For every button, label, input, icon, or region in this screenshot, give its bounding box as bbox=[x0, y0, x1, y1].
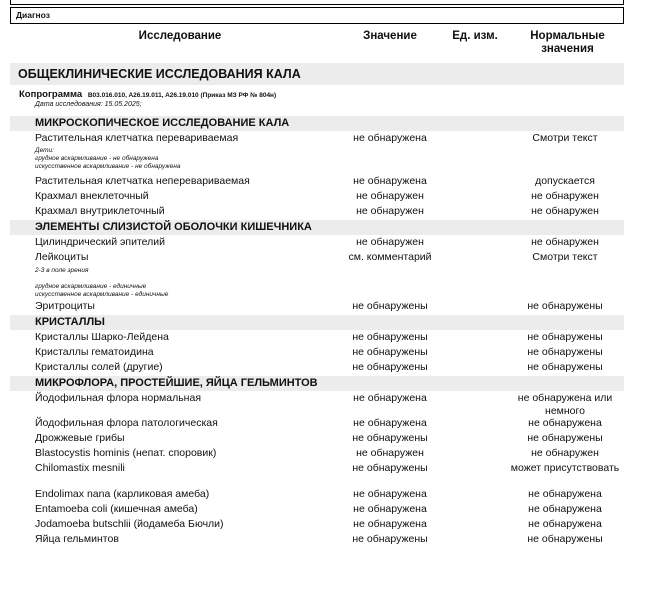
row-norm: не обнаружены bbox=[527, 361, 603, 373]
row-value: не обнаружены bbox=[352, 300, 428, 312]
row-value: не обнаружена bbox=[353, 132, 427, 144]
row-name: Растительная клетчатка неперевариваемая bbox=[35, 175, 250, 187]
row-name: Крахмал внеклеточный bbox=[35, 190, 149, 202]
row-norm: может присутствовать bbox=[510, 462, 620, 474]
row-norm: не обнаружена bbox=[528, 503, 602, 515]
row-norm: не обнаружены bbox=[527, 300, 603, 312]
group-title-microflora: МИКРОФЛОРА, ПРОСТЕЙШИЕ, ЯЙЦА ГЕЛЬМИНТОВ bbox=[10, 376, 624, 391]
row-value: не обнаружены bbox=[352, 331, 428, 343]
row-norm: не обнаружен bbox=[531, 205, 599, 217]
row-value: не обнаружен bbox=[356, 447, 424, 459]
group-title-mucosa: ЭЛЕМЕНТЫ СЛИЗИСТОЙ ОБОЛОЧКИ КИШЕЧНИКА bbox=[10, 220, 624, 235]
row-value: не обнаружены bbox=[352, 462, 428, 474]
row-value: не обнаружен bbox=[356, 205, 424, 217]
row-name: Кристаллы Шарко-Лейдена bbox=[35, 331, 169, 343]
row-norm: не обнаружен bbox=[531, 447, 599, 459]
row-name: Chilomastix mesnili bbox=[35, 462, 125, 474]
diagnosis-label: Диагноз bbox=[16, 10, 50, 20]
row-name: Blastocystis hominis (непат. споровик) bbox=[35, 447, 217, 459]
row-norm: Смотри текст bbox=[532, 251, 598, 263]
koprogramma-heading bbox=[19, 89, 276, 100]
row-name: Endolimax nana (карликовая амеба) bbox=[35, 488, 210, 500]
row-value: не обнаружена bbox=[353, 175, 427, 187]
group-title-crystals: КРИСТАЛЛЫ bbox=[10, 315, 624, 330]
koprogramma-codes: B03.016.010, A26.19.011, A26.19.010 (Приказ МЗ РФ № 804н) bbox=[87, 92, 277, 99]
row-name: Цилиндрический эпителий bbox=[35, 236, 166, 248]
row-name: Эритроциты bbox=[35, 300, 95, 312]
row-name: Крахмал внутриклеточный bbox=[35, 205, 165, 217]
row-norm: не обнаружены bbox=[527, 346, 603, 358]
row-value: не обнаружены bbox=[352, 346, 428, 358]
row-note: Дети: грудное вскармливание - не обнаружена искусственное вскармливание - не обнаружена bbox=[35, 147, 181, 170]
diagnosis-box bbox=[10, 7, 624, 24]
group-title-microscopic: МИКРОСКОПИЧЕСКОЕ ИССЛЕДОВАНИЕ КАЛА bbox=[10, 116, 624, 131]
column-header-test: Исследование bbox=[138, 30, 222, 42]
row-value: не обнаружена bbox=[353, 417, 427, 429]
row-norm: не обнаружены bbox=[527, 331, 603, 343]
row-name: Йодофильная флора нормальная bbox=[35, 392, 202, 404]
row-note: 2-3 в поле зрения bbox=[35, 267, 89, 274]
column-header-norm: Нормальные значения bbox=[530, 30, 605, 55]
row-value: см. комментарий bbox=[348, 251, 432, 263]
row-norm: не обнаружен bbox=[531, 190, 599, 202]
row-value: не обнаружены bbox=[352, 533, 428, 545]
column-header-unit: Ед. изм. bbox=[452, 30, 498, 42]
koprogramma-name: Копрограмма bbox=[19, 89, 83, 100]
row-norm: не обнаружена bbox=[528, 488, 602, 500]
row-value: не обнаружена bbox=[353, 503, 427, 515]
row-name: Кристаллы гематоидина bbox=[35, 346, 154, 358]
row-norm: Смотри текст bbox=[532, 132, 598, 144]
row-value: не обнаружены bbox=[352, 432, 428, 444]
row-note: грудное вскармливание - единичные искусственное вскармливание - единичные bbox=[35, 283, 169, 298]
row-name: Entamoeba coli (кишечная амеба) bbox=[35, 503, 198, 515]
row-norm: не обнаружена или немного bbox=[517, 392, 613, 417]
section-title: ОБЩЕКЛИНИЧЕСКИЕ ИССЛЕДОВАНИЯ КАЛА bbox=[10, 63, 624, 85]
row-norm: не обнаружен bbox=[531, 236, 599, 248]
row-value: не обнаружена bbox=[353, 518, 427, 530]
row-norm: не обнаружены bbox=[527, 432, 603, 444]
previous-box-edge bbox=[10, 0, 624, 5]
row-norm: не обнаружена bbox=[528, 518, 602, 530]
row-value: не обнаружена bbox=[353, 488, 427, 500]
row-name: Лейкоциты bbox=[35, 251, 89, 263]
row-norm: не обнаружены bbox=[527, 533, 603, 545]
row-name: Йодофильная флора патологическая bbox=[35, 417, 218, 429]
column-header-value: Значение bbox=[363, 30, 417, 42]
row-name: Яйца гельминтов bbox=[35, 533, 119, 545]
row-value: не обнаружен bbox=[356, 236, 424, 248]
row-value: не обнаружены bbox=[352, 361, 428, 373]
study-date: Дата исследования: 15.05.2025; bbox=[35, 101, 142, 108]
row-name: Дрожжевые грибы bbox=[35, 432, 125, 444]
row-norm: допускается bbox=[535, 175, 595, 187]
row-value: не обнаружена bbox=[353, 392, 427, 404]
row-name: Кристаллы солей (другие) bbox=[35, 361, 163, 373]
row-name: Растительная клетчатка перевариваемая bbox=[35, 132, 239, 144]
row-name: Jodamoeba butschlii (йодамеба Бючли) bbox=[35, 518, 224, 530]
row-value: не обнаружен bbox=[356, 190, 424, 202]
row-norm: не обнаружена bbox=[528, 417, 602, 429]
